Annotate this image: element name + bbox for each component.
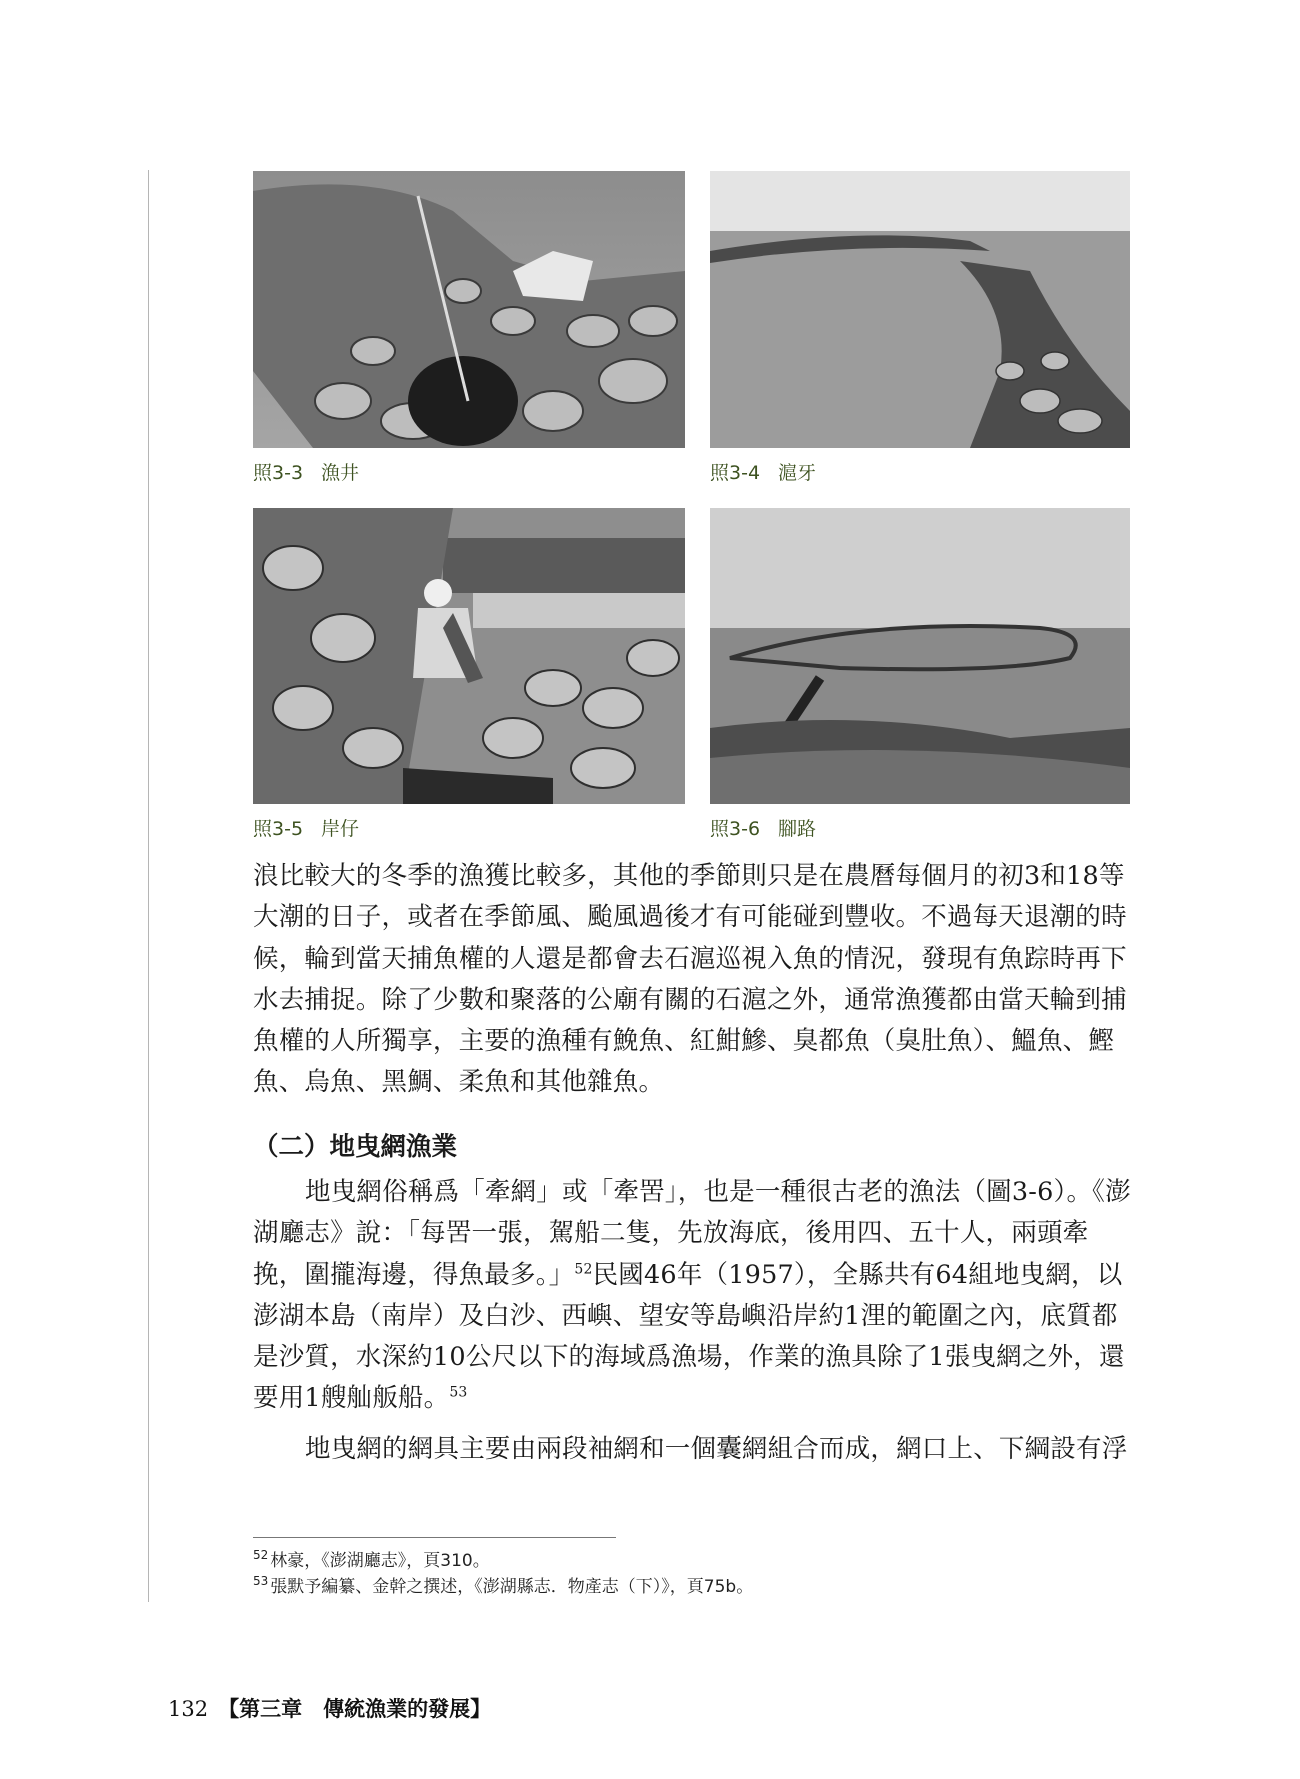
- caption-title: 漁井: [321, 462, 360, 484]
- caption-number: 照3-4: [710, 462, 761, 484]
- caption-title: 滬牙: [778, 462, 817, 484]
- caption-title: 岸仔: [321, 818, 360, 840]
- footnote-number: 52: [253, 1548, 269, 1563]
- photo-foot-path: [710, 508, 1130, 804]
- paragraph-text: [253, 1172, 1131, 1420]
- caption-number: 照3-6: [710, 818, 761, 840]
- caption-number: 照3-3: [253, 462, 304, 484]
- footnote-53: [253, 1574, 753, 1600]
- paragraph-2: [253, 1172, 1131, 1420]
- chapter-title: 【第三章 傳統漁業的發展】: [218, 1696, 492, 1721]
- paragraph-3: [253, 1429, 1131, 1470]
- caption-title: 腳路: [778, 818, 817, 840]
- section-heading: （二）地曳網漁業: [253, 1132, 458, 1162]
- photo-weir-tooth: [710, 171, 1130, 448]
- footnote-ref-52[interactable]: 52: [574, 1261, 593, 1278]
- footnote-52: [253, 1548, 753, 1574]
- footnote-text: 林豪，《澎湖廳志》，頁310。: [270, 1551, 490, 1571]
- paragraph-text-part: 地曳網俗稱爲「牽網」或「牽罟」，也是一種很古老的漁法（圖3-6）。《澎湖廳志》說：「每罟一張，駕船二隻，先放海底，後用四、五十人，兩頭牽挽，圍攏海邊，得魚最多。」: [253, 1177, 1131, 1290]
- paragraph-text: 浪比較大的冬季的漁獲比較多，其他的季節則只是在農曆每個月的初3和18等大潮的日子，或者在季節風、颱風過後才有可能碰到豐收。不過每天退潮的時候，輪到當天捕魚權的人還是都會去石滬巡視入魚的情況，發現有魚踪時再下水去捕捉。除了少數和聚落的公廟有關的石滬之外，通常漁獲都由當天輪到捕魚權的人所獨享，主要的漁種有鮸魚、紅魽鰺、臭都魚（臭肚魚）、鰮魚、鰹魚、烏魚、黑鯛、柔魚和其他雜魚。: [253, 861, 1127, 1098]
- footnote-divider: [253, 1537, 616, 1538]
- margin-rule: [148, 170, 149, 1602]
- photo-caption-3-6: [710, 814, 816, 841]
- photo-caption-3-5: [253, 814, 359, 841]
- photo-shore-wall: [253, 508, 685, 804]
- footnote-ref-53[interactable]: 53: [449, 1384, 468, 1401]
- photo-fish-well: [253, 171, 685, 448]
- photo-caption-3-4: [710, 458, 816, 485]
- paragraph-1: [253, 856, 1131, 1104]
- page-number: 132: [168, 1697, 209, 1721]
- caption-number: 照3-5: [253, 818, 304, 840]
- page-footer: [168, 1693, 491, 1723]
- footnotes: [253, 1548, 753, 1600]
- paragraph-text: 地曳網的網具主要由兩段袖網和一個囊網組合而成，網口上、下綱設有浮: [305, 1434, 1128, 1464]
- paragraph-text-part: 民國46年（1957），全縣共有64組地曳網，以澎湖本島（南岸）及白沙、西嶼、望安等島嶼沿岸約1浬的範圍之內，底質都是沙質，水深約10公尺以下的海域爲漁場，作業的漁具除了1張曳網之外，還要用1艘舢舨船。: [253, 1259, 1125, 1414]
- footnote-number: 53: [253, 1574, 269, 1589]
- footnote-text: 張默予編纂、金幹之撰述，《澎湖縣志．物產志（下）》，頁75b。: [270, 1577, 754, 1597]
- photo-caption-3-3: [253, 458, 359, 485]
